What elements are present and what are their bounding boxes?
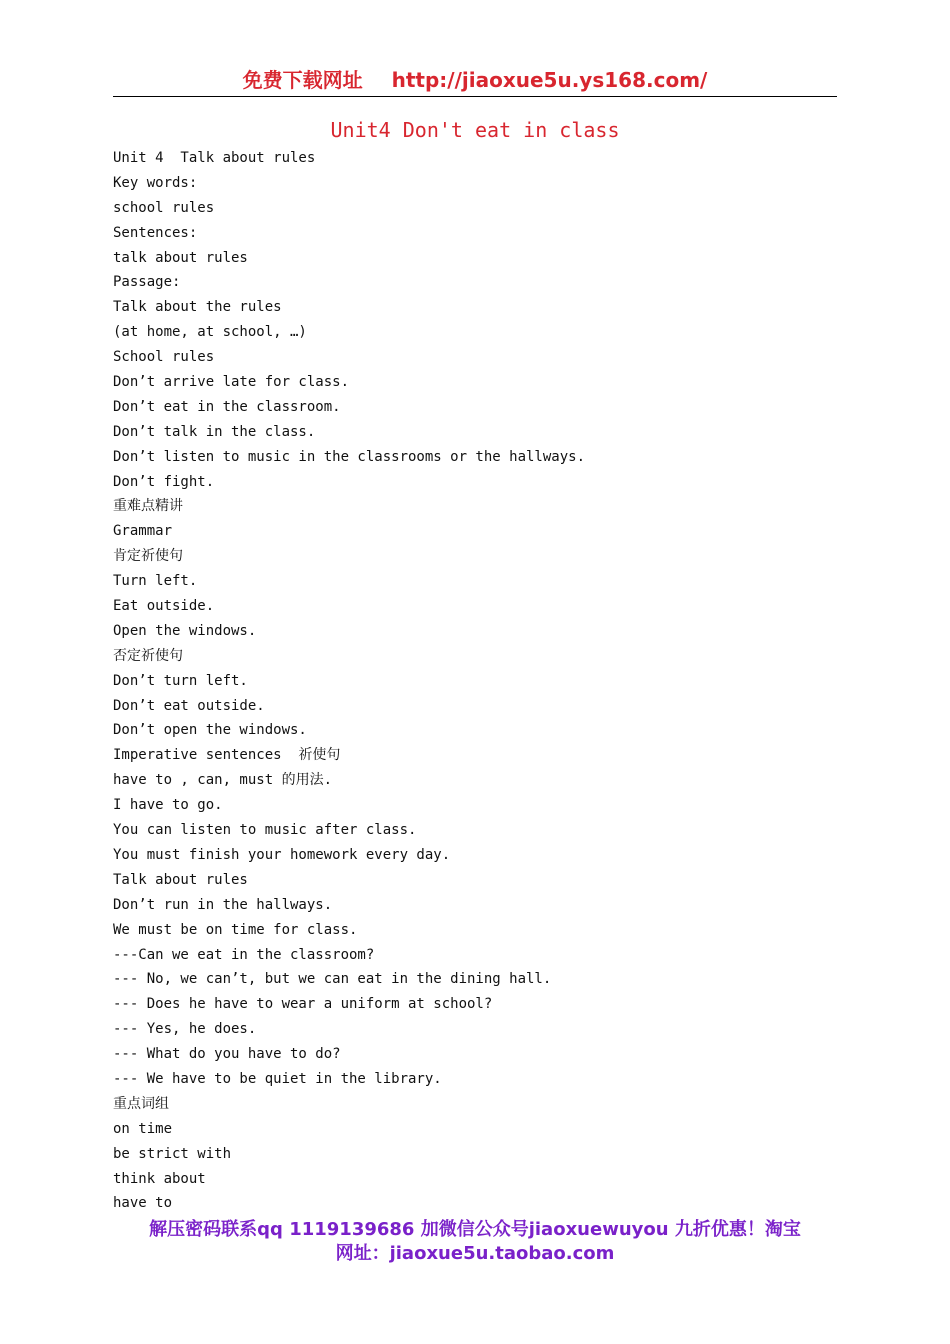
text-line: on time [113, 1120, 173, 1137]
text-line: Open the windows. [113, 622, 257, 639]
text-line: --- Does he have to wear a uniform at school? [113, 996, 493, 1013]
text-line: Eat outside. [113, 598, 215, 615]
text-line: 肯定祈使句 [113, 548, 183, 565]
text-line: --- Yes, he does. [113, 1021, 257, 1038]
text-line: 重点词组 [113, 1095, 169, 1112]
text-line: You must finish your homework every day. [113, 846, 451, 863]
text-line: (at home, at school, …) [113, 324, 307, 341]
footer-line-1: 解压密码联系qq 1119139686 加微信公众号jiaoxuewuyou 九折优惠！淘宝 [149, 1219, 801, 1240]
text-line: Unit 4 Talk about rules [113, 150, 316, 166]
text-line: school rules [113, 199, 215, 216]
text-line: Talk about the rules [113, 299, 282, 316]
text-line: 重难点精讲 [113, 498, 183, 515]
text-line: be strict with [113, 1145, 232, 1162]
text-line: School rules [113, 349, 215, 366]
text-line: --- What do you have to do? [113, 1046, 341, 1063]
text-line: --- We have to be quiet in the library. [113, 1070, 442, 1087]
document-body [113, 146, 833, 1216]
text-line: Don’t eat outside. [113, 697, 265, 714]
header-label: 免费下载网址 [242, 68, 363, 92]
text-line: Sentences: [113, 224, 198, 241]
text-line: have to , can, must 的用法. [113, 772, 333, 789]
text-line: Turn left. [113, 573, 198, 590]
text-line: have to [113, 1195, 173, 1212]
text-line: Passage: [113, 274, 181, 291]
page-header [113, 64, 837, 97]
footer-line-2: 网址：jiaoxue5u.taobao.com [335, 1243, 615, 1264]
text-line: Talk about rules [113, 871, 248, 888]
text-line: ---Can we eat in the classroom? [113, 946, 375, 963]
text-line: Don’t listen to music in the classrooms or the hallways. [113, 448, 586, 465]
page-footer [100, 1218, 850, 1266]
header-url[interactable]: http://jiaoxue5u.ys168.com/ [391, 68, 708, 92]
text-line: Grammar [113, 523, 173, 540]
text-line: Don’t open the windows. [113, 722, 307, 739]
text-line: Don’t run in the hallways. [113, 896, 333, 913]
text-line: Don’t arrive late for class. [113, 374, 350, 391]
document-title: Unit4 Don't eat in class [330, 118, 620, 142]
text-line: think about [113, 1170, 206, 1187]
text-line: Don’t eat in the classroom. [113, 398, 341, 415]
text-line: --- No, we can’t, but we can eat in the dining hall. [113, 971, 552, 988]
text-line: Imperative sentences 祈使句 [113, 747, 341, 764]
text-line: Don’t turn left. [113, 672, 248, 689]
text-line: I have to go. [113, 797, 223, 814]
text-line: Don’t talk in the class. [113, 423, 316, 440]
text-line: We must be on time for class. [113, 921, 358, 938]
text-line: Key words: [113, 174, 198, 191]
text-line: talk about rules [113, 249, 248, 266]
text-line: You can listen to music after class. [113, 822, 417, 839]
text-line: 否定祈使句 [113, 647, 183, 664]
text-line: Don’t fight. [113, 473, 215, 490]
